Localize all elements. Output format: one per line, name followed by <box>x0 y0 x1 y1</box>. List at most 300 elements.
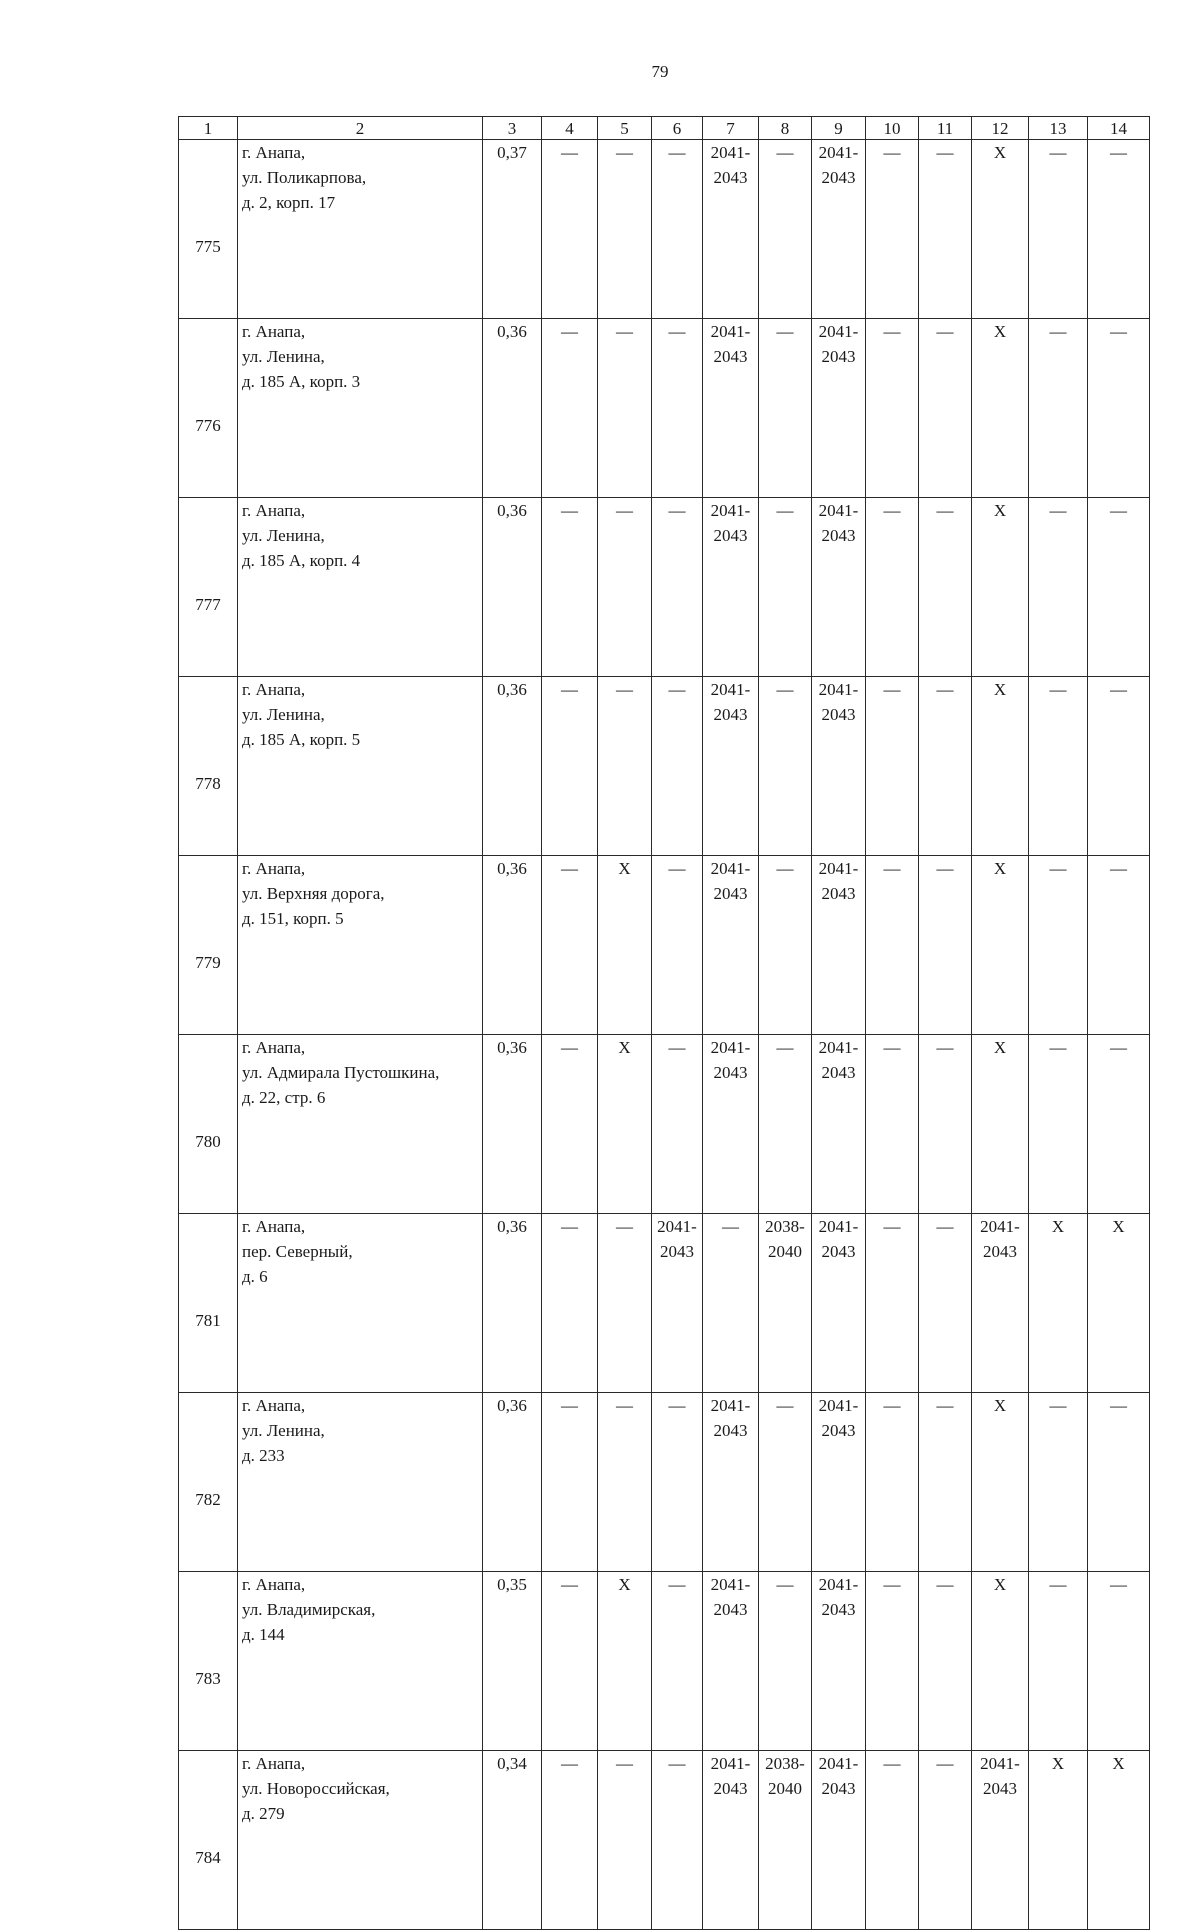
value-cell <box>972 1393 1029 1572</box>
value-cell <box>703 856 759 1035</box>
address-line: ул. Ленина, <box>242 705 325 724</box>
value-cell <box>542 1393 598 1572</box>
area-cell: 0,37 <box>483 140 542 319</box>
value-text: — <box>616 1754 633 1773</box>
address-line: г. Анапа, <box>242 1754 306 1773</box>
register-table <box>178 116 1150 1930</box>
address-line: ул. Владимирская, <box>242 1600 376 1619</box>
value-cell <box>652 1214 703 1393</box>
address-line: д. 279 <box>242 1804 285 1823</box>
value-text: Х <box>618 1575 631 1594</box>
value-text: 2041- 2043 <box>818 501 859 545</box>
value-text: 2041- 2043 <box>710 1396 751 1440</box>
table-row <box>179 1751 1150 1930</box>
address-line: г. Анапа, <box>242 1217 306 1236</box>
value-cell <box>598 319 652 498</box>
address-line: г. Анапа, <box>242 1396 306 1415</box>
value-text: 2041- 2043 <box>710 322 751 366</box>
value-cell <box>542 319 598 498</box>
value-cell <box>1029 140 1088 319</box>
value-text: Х <box>1051 1754 1065 1773</box>
area-cell: 0,34 <box>483 1751 542 1930</box>
value-cell <box>542 140 598 319</box>
column-number-cell: 14 <box>1088 117 1150 140</box>
value-text: 2041- 2043 <box>710 859 751 903</box>
value-cell <box>972 677 1029 856</box>
row-number-cell: 777 <box>179 498 238 677</box>
value-cell <box>919 1572 972 1751</box>
column-number-cell: 1 <box>179 117 238 140</box>
value-text: — <box>616 1396 633 1415</box>
value-text: — <box>668 1575 686 1594</box>
table-row <box>179 319 1150 498</box>
value-cell <box>598 140 652 319</box>
value-cell <box>759 677 812 856</box>
value-cell <box>652 319 703 498</box>
value-text: — <box>561 143 578 162</box>
value-text: 2041- 2043 <box>657 1217 697 1261</box>
value-text: — <box>668 680 686 699</box>
row-number-cell: 780 <box>179 1035 238 1214</box>
value-text: 2041- 2043 <box>710 1038 751 1082</box>
value-text: Х <box>1112 1217 1125 1236</box>
value-text: — <box>1110 322 1127 341</box>
value-cell <box>1088 677 1150 856</box>
value-text: — <box>561 859 578 878</box>
table-row <box>179 1393 1150 1572</box>
column-number-cell: 8 <box>759 117 812 140</box>
table-row <box>179 1572 1150 1751</box>
value-cell <box>919 1751 972 1930</box>
row-number-cell: 782 <box>179 1393 238 1572</box>
column-number-cell: 9 <box>812 117 866 140</box>
address-line: ул. Новороссийская, <box>242 1779 390 1798</box>
value-cell <box>1088 1751 1150 1930</box>
value-cell <box>703 498 759 677</box>
value-text: — <box>1049 322 1067 341</box>
address-line: ул. Ленина, <box>242 526 325 545</box>
address-line: ул. Ленина, <box>242 1421 325 1440</box>
value-text: 2041- 2043 <box>818 1217 859 1261</box>
value-cell <box>652 1751 703 1930</box>
value-cell <box>866 1751 919 1930</box>
value-cell <box>866 677 919 856</box>
value-text: Х <box>993 1575 1007 1594</box>
value-text: — <box>776 143 794 162</box>
value-text: Х <box>993 501 1007 520</box>
value-cell <box>1088 1214 1150 1393</box>
row-number-cell: 783 <box>179 1572 238 1751</box>
value-cell <box>542 1214 598 1393</box>
value-text: — <box>722 1217 739 1236</box>
value-cell <box>759 1214 812 1393</box>
value-cell <box>972 1214 1029 1393</box>
address-cell <box>238 1393 483 1572</box>
value-cell <box>652 498 703 677</box>
value-cell <box>972 140 1029 319</box>
value-cell <box>652 1572 703 1751</box>
value-text: — <box>883 1217 901 1236</box>
address-cell <box>238 498 483 677</box>
value-text: — <box>936 1217 954 1236</box>
value-cell <box>1029 1393 1088 1572</box>
value-text: — <box>883 143 901 162</box>
value-text: — <box>883 501 901 520</box>
address-line: г. Анапа, <box>242 859 306 878</box>
value-cell <box>759 319 812 498</box>
value-text: — <box>1110 1396 1127 1415</box>
value-text: — <box>776 859 794 878</box>
value-cell <box>1029 677 1088 856</box>
value-cell <box>972 1572 1029 1751</box>
value-text: 2041- 2043 <box>710 1575 751 1619</box>
value-cell <box>652 140 703 319</box>
value-cell <box>542 1035 598 1214</box>
value-text: — <box>776 1396 794 1415</box>
table-row <box>179 1035 1150 1214</box>
value-cell <box>1088 1035 1150 1214</box>
value-cell <box>1088 1572 1150 1751</box>
value-text: — <box>883 1396 901 1415</box>
value-text: — <box>936 143 954 162</box>
value-cell <box>919 856 972 1035</box>
address-cell <box>238 677 483 856</box>
value-text: Х <box>1112 1754 1125 1773</box>
value-text: — <box>616 1217 633 1236</box>
address-line: д. 151, корп. 5 <box>242 909 344 928</box>
value-cell <box>542 1572 598 1751</box>
value-text: 2038- 2040 <box>765 1754 805 1798</box>
address-cell <box>238 1751 483 1930</box>
value-cell <box>919 677 972 856</box>
value-text: — <box>668 1754 686 1773</box>
value-text: — <box>1110 1038 1127 1057</box>
value-cell <box>652 856 703 1035</box>
value-text: — <box>616 143 633 162</box>
address-cell <box>238 1572 483 1751</box>
value-text: — <box>1110 859 1127 878</box>
value-text: — <box>668 1396 686 1415</box>
value-text: — <box>616 680 633 699</box>
address-line: д. 6 <box>242 1267 268 1286</box>
address-line: д. 185 А, корп. 5 <box>242 730 361 749</box>
area-cell: 0,36 <box>483 1035 542 1214</box>
value-text: 2041- 2043 <box>818 859 859 903</box>
area-cell: 0,36 <box>483 319 542 498</box>
value-text: Х <box>993 859 1007 878</box>
value-text: Х <box>993 143 1007 162</box>
address-line: г. Анапа, <box>242 1038 306 1057</box>
value-text: — <box>776 1575 794 1594</box>
value-text: — <box>936 680 954 699</box>
area-cell: 0,36 <box>483 498 542 677</box>
value-cell <box>542 677 598 856</box>
table-row <box>179 856 1150 1035</box>
value-text: — <box>883 859 901 878</box>
value-text: 2041- 2043 <box>710 501 751 545</box>
value-cell <box>1029 1035 1088 1214</box>
value-cell <box>1029 1572 1088 1751</box>
address-line: г. Анапа, <box>242 1575 306 1594</box>
value-cell <box>598 1393 652 1572</box>
value-cell <box>703 140 759 319</box>
address-cell <box>238 319 483 498</box>
value-text: — <box>561 501 578 520</box>
value-cell <box>866 1393 919 1572</box>
value-cell <box>1088 140 1150 319</box>
value-cell <box>652 1035 703 1214</box>
area-cell: 0,36 <box>483 677 542 856</box>
value-cell <box>972 319 1029 498</box>
value-cell <box>1088 856 1150 1035</box>
value-cell <box>759 140 812 319</box>
value-text: — <box>668 501 686 520</box>
column-number-cell: 7 <box>703 117 759 140</box>
value-cell <box>598 677 652 856</box>
value-text: — <box>883 680 901 699</box>
address-line: д. 233 <box>242 1446 285 1465</box>
value-cell <box>866 140 919 319</box>
value-cell <box>812 1572 866 1751</box>
address-cell <box>238 140 483 319</box>
value-text: 2041- 2043 <box>818 1575 859 1619</box>
column-number-cell: 13 <box>1029 117 1088 140</box>
value-text: 2041- 2043 <box>818 1754 859 1798</box>
value-text: — <box>776 322 794 341</box>
value-cell <box>1029 498 1088 677</box>
value-text: — <box>1049 1575 1067 1594</box>
value-text: — <box>561 1754 578 1773</box>
value-cell <box>652 1393 703 1572</box>
value-cell <box>759 1035 812 1214</box>
value-text: 2041- 2043 <box>710 143 751 187</box>
value-cell <box>598 856 652 1035</box>
address-line: ул. Поликарпова, <box>242 168 367 187</box>
value-cell <box>703 1572 759 1751</box>
value-cell <box>1029 319 1088 498</box>
area-cell: 0,35 <box>483 1572 542 1751</box>
value-cell <box>1088 1393 1150 1572</box>
value-cell <box>972 1751 1029 1930</box>
value-cell <box>812 856 866 1035</box>
value-cell <box>703 1214 759 1393</box>
column-number-cell: 5 <box>598 117 652 140</box>
value-cell <box>866 1572 919 1751</box>
column-number-cell: 11 <box>919 117 972 140</box>
value-text: — <box>936 1754 954 1773</box>
row-number-cell: 781 <box>179 1214 238 1393</box>
row-number-cell: 775 <box>179 140 238 319</box>
value-text: — <box>1049 143 1067 162</box>
value-text: — <box>668 859 686 878</box>
value-text: — <box>1049 1396 1067 1415</box>
value-text: 2041- 2043 <box>980 1217 1020 1261</box>
page-number: 79 <box>651 62 669 81</box>
value-text: — <box>1049 501 1067 520</box>
value-cell <box>598 1751 652 1930</box>
value-text: — <box>776 1038 794 1057</box>
value-text: — <box>668 143 686 162</box>
value-cell <box>542 1751 598 1930</box>
value-cell <box>703 319 759 498</box>
value-text: Х <box>618 859 631 878</box>
address-cell <box>238 856 483 1035</box>
value-cell <box>972 856 1029 1035</box>
value-text: Х <box>993 1038 1007 1057</box>
value-cell <box>866 1035 919 1214</box>
value-text: — <box>561 322 578 341</box>
address-line: д. 185 А, корп. 3 <box>242 372 361 391</box>
value-cell <box>812 498 866 677</box>
value-text: — <box>936 501 954 520</box>
address-line: д. 144 <box>242 1625 285 1644</box>
value-cell <box>866 1214 919 1393</box>
column-number-cell: 10 <box>866 117 919 140</box>
value-text: 2041- 2043 <box>818 322 859 366</box>
column-number-row <box>179 117 1150 140</box>
area-cell: 0,36 <box>483 1393 542 1572</box>
value-text: 2038- 2040 <box>765 1217 805 1261</box>
value-cell <box>598 498 652 677</box>
value-cell <box>919 1035 972 1214</box>
column-number-cell: 6 <box>652 117 703 140</box>
value-cell <box>866 319 919 498</box>
address-line: д. 2, корп. 17 <box>242 193 336 212</box>
value-text: — <box>1110 680 1127 699</box>
address-line: г. Анапа, <box>242 143 306 162</box>
value-cell <box>972 498 1029 677</box>
table-row <box>179 498 1150 677</box>
value-text: 2041- 2043 <box>710 1754 751 1798</box>
value-cell <box>652 677 703 856</box>
value-text: — <box>936 859 954 878</box>
value-text: — <box>883 1575 901 1594</box>
value-text: — <box>776 501 794 520</box>
column-number-cell: 3 <box>483 117 542 140</box>
address-line: ул. Верхняя дорога, <box>242 884 385 903</box>
value-cell <box>812 1393 866 1572</box>
area-cell: 0,36 <box>483 856 542 1035</box>
value-cell <box>703 677 759 856</box>
column-number-cell: 2 <box>238 117 483 140</box>
value-text: — <box>668 322 686 341</box>
value-text: Х <box>993 322 1007 341</box>
value-text: — <box>936 322 954 341</box>
row-number-cell: 776 <box>179 319 238 498</box>
value-text: — <box>936 1396 954 1415</box>
address-cell <box>238 1035 483 1214</box>
row-number-cell: 779 <box>179 856 238 1035</box>
value-cell <box>866 856 919 1035</box>
value-cell <box>703 1393 759 1572</box>
value-text: — <box>616 322 633 341</box>
value-cell <box>919 498 972 677</box>
value-cell <box>759 1572 812 1751</box>
address-line: г. Анапа, <box>242 501 306 520</box>
value-text: — <box>936 1038 954 1057</box>
value-cell <box>919 1393 972 1572</box>
value-text: 2041- 2043 <box>818 1396 859 1440</box>
value-cell <box>812 677 866 856</box>
value-cell <box>1029 856 1088 1035</box>
value-cell <box>759 1751 812 1930</box>
value-text: — <box>561 1038 578 1057</box>
address-line: г. Анапа, <box>242 680 306 699</box>
table-body <box>179 117 1150 1930</box>
value-text: — <box>1110 501 1127 520</box>
value-cell <box>759 1393 812 1572</box>
address-line: д. 22, стр. 6 <box>242 1088 326 1107</box>
table-row <box>179 1214 1150 1393</box>
value-text: — <box>883 1038 901 1057</box>
value-text: — <box>561 1575 578 1594</box>
value-text: — <box>561 1217 578 1236</box>
value-cell <box>598 1572 652 1751</box>
value-cell <box>703 1035 759 1214</box>
value-cell <box>919 140 972 319</box>
value-cell <box>919 1214 972 1393</box>
value-text: Х <box>993 680 1007 699</box>
value-text: — <box>936 1575 954 1594</box>
value-cell <box>972 1035 1029 1214</box>
row-number-cell: 784 <box>179 1751 238 1930</box>
value-text: Х <box>993 1396 1007 1415</box>
value-cell <box>812 319 866 498</box>
value-text: — <box>616 501 633 520</box>
address-line: пер. Северный, <box>242 1242 353 1261</box>
value-cell <box>812 140 866 319</box>
value-text: — <box>668 1038 686 1057</box>
value-cell <box>866 498 919 677</box>
value-cell <box>542 856 598 1035</box>
value-cell <box>919 319 972 498</box>
address-cell <box>238 1214 483 1393</box>
value-cell <box>812 1214 866 1393</box>
value-text: — <box>776 680 794 699</box>
value-cell <box>1088 319 1150 498</box>
table-row <box>179 140 1150 319</box>
value-text: — <box>883 1754 901 1773</box>
value-cell <box>542 498 598 677</box>
value-cell <box>812 1751 866 1930</box>
address-line: г. Анапа, <box>242 322 306 341</box>
value-text: 2041- 2043 <box>710 680 751 724</box>
value-cell <box>812 1035 866 1214</box>
value-text: 2041- 2043 <box>980 1754 1020 1798</box>
value-cell <box>759 856 812 1035</box>
value-text: Х <box>1051 1217 1065 1236</box>
value-cell <box>598 1214 652 1393</box>
value-text: Х <box>618 1038 631 1057</box>
value-cell <box>1029 1214 1088 1393</box>
area-cell: 0,36 <box>483 1214 542 1393</box>
address-line: д. 185 А, корп. 4 <box>242 551 361 570</box>
value-cell <box>759 498 812 677</box>
value-text: — <box>1049 680 1067 699</box>
value-text: 2041- 2043 <box>818 1038 859 1082</box>
value-text: — <box>561 680 578 699</box>
value-text: 2041- 2043 <box>818 143 859 187</box>
value-cell <box>598 1035 652 1214</box>
value-text: — <box>561 1396 578 1415</box>
table-row <box>179 677 1150 856</box>
value-cell <box>703 1751 759 1930</box>
column-number-cell: 12 <box>972 117 1029 140</box>
address-line: ул. Адмирала Пустошкина, <box>242 1063 440 1082</box>
value-text: — <box>1049 1038 1067 1057</box>
value-text: 2041- 2043 <box>818 680 859 724</box>
value-text: — <box>1049 859 1067 878</box>
